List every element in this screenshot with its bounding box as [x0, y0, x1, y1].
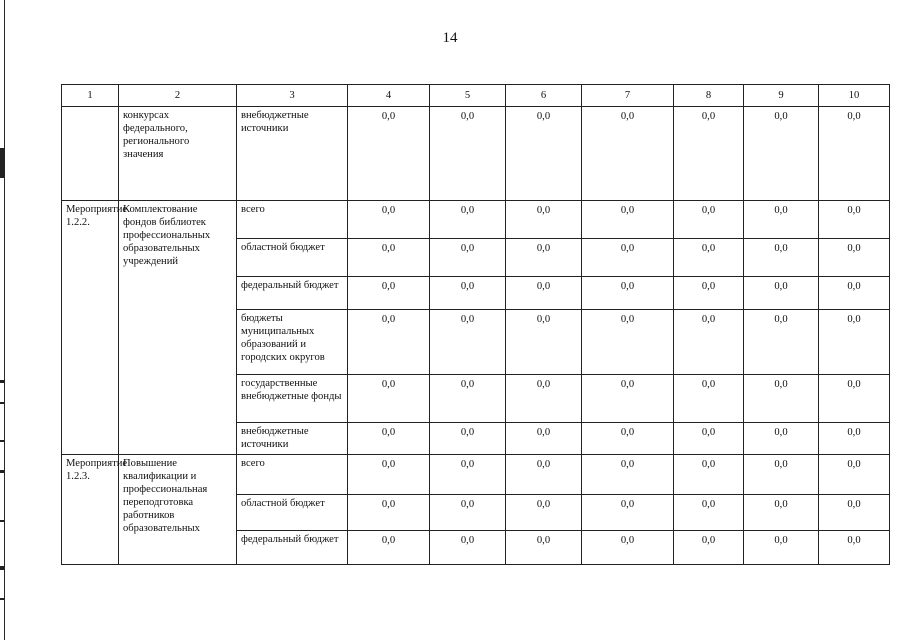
value-cell: 0,0: [348, 531, 430, 565]
value-cell: 0,0: [744, 423, 819, 455]
value-cell: 0,0: [674, 455, 744, 495]
funding-source: федеральный бюджет: [237, 531, 348, 565]
funding-source: областной бюджет: [237, 239, 348, 277]
value-cell: 0,0: [430, 531, 506, 565]
value-cell: 0,0: [430, 375, 506, 423]
value-cell: 0,0: [582, 277, 674, 310]
value-cell: 0,0: [348, 455, 430, 495]
scan-mark: [0, 440, 5, 442]
funding-source: государственные внебюджетные фонды: [237, 375, 348, 423]
value-cell: 0,0: [744, 375, 819, 423]
value-cell: 0,0: [348, 107, 430, 201]
activity-title: Комплектование фондов библиотек профессиональных образовательных учреждений: [119, 201, 237, 455]
value-cell: 0,0: [744, 455, 819, 495]
value-cell: 0,0: [348, 310, 430, 375]
value-cell: 0,0: [582, 423, 674, 455]
value-cell: 0,0: [582, 495, 674, 531]
value-cell: 0,0: [430, 423, 506, 455]
value-cell: 0,0: [819, 375, 890, 423]
funding-source: бюджеты муниципальных образований и городских округов: [237, 310, 348, 375]
value-cell: 0,0: [506, 107, 582, 201]
value-cell: 0,0: [348, 375, 430, 423]
value-cell: 0,0: [506, 310, 582, 375]
activity-code: Мероприятие 1.2.2.: [62, 201, 119, 455]
scan-mark: [0, 402, 5, 404]
value-cell: 0,0: [506, 277, 582, 310]
value-cell: 0,0: [674, 375, 744, 423]
value-cell: 0,0: [819, 531, 890, 565]
value-cell: 0,0: [744, 310, 819, 375]
value-cell: 0,0: [819, 455, 890, 495]
column-header: 6: [506, 85, 582, 107]
value-cell: 0,0: [430, 310, 506, 375]
column-header: 9: [744, 85, 819, 107]
value-cell: 0,0: [582, 455, 674, 495]
column-header: 2: [119, 85, 237, 107]
table-row: [62, 107, 890, 201]
activity-title: конкурсах федерального, регионального значения: [119, 107, 237, 201]
value-cell: 0,0: [819, 310, 890, 375]
column-header: 8: [674, 85, 744, 107]
value-cell: 0,0: [582, 310, 674, 375]
value-cell: 0,0: [430, 107, 506, 201]
value-cell: 0,0: [819, 423, 890, 455]
funding-source: всего: [237, 455, 348, 495]
value-cell: 0,0: [506, 531, 582, 565]
value-cell: 0,0: [348, 277, 430, 310]
value-cell: 0,0: [819, 239, 890, 277]
page-left-edge: [0, 0, 5, 640]
value-cell: 0,0: [674, 201, 744, 239]
scan-mark: [0, 470, 5, 473]
value-cell: 0,0: [506, 423, 582, 455]
value-cell: 0,0: [744, 277, 819, 310]
value-cell: 0,0: [348, 423, 430, 455]
value-cell: 0,0: [430, 239, 506, 277]
table-row: [62, 455, 890, 495]
column-header: 3: [237, 85, 348, 107]
value-cell: 0,0: [430, 455, 506, 495]
funding-source: областной бюджет: [237, 495, 348, 531]
value-cell: 0,0: [506, 239, 582, 277]
page-number: 14: [442, 30, 458, 46]
value-cell: 0,0: [430, 495, 506, 531]
activity-code: Мероприятие 1.2.3.: [62, 455, 119, 565]
value-cell: 0,0: [674, 107, 744, 201]
value-cell: 0,0: [819, 277, 890, 310]
column-header: 1: [62, 85, 119, 107]
value-cell: 0,0: [506, 495, 582, 531]
value-cell: 0,0: [348, 495, 430, 531]
table-row: [62, 201, 890, 239]
value-cell: 0,0: [744, 531, 819, 565]
value-cell: 0,0: [744, 107, 819, 201]
value-cell: 0,0: [744, 201, 819, 239]
value-cell: 0,0: [348, 201, 430, 239]
value-cell: 0,0: [674, 239, 744, 277]
funding-source: внебюджетные источники: [237, 423, 348, 455]
value-cell: 0,0: [582, 107, 674, 201]
value-cell: 0,0: [744, 495, 819, 531]
table-header-row: [62, 85, 890, 107]
value-cell: 0,0: [674, 495, 744, 531]
funding-source: федеральный бюджет: [237, 277, 348, 310]
funding-source: всего: [237, 201, 348, 239]
value-cell: 0,0: [674, 531, 744, 565]
value-cell: 0,0: [582, 531, 674, 565]
value-cell: 0,0: [819, 201, 890, 239]
budget-table: [61, 84, 890, 565]
value-cell: 0,0: [348, 239, 430, 277]
value-cell: 0,0: [819, 495, 890, 531]
value-cell: 0,0: [506, 201, 582, 239]
value-cell: 0,0: [674, 277, 744, 310]
value-cell: 0,0: [582, 375, 674, 423]
value-cell: 0,0: [582, 239, 674, 277]
value-cell: 0,0: [430, 277, 506, 310]
column-header: 10: [819, 85, 890, 107]
activity-title: Повышение квалификации и профессиональная переподготовка работников образовательных: [119, 455, 237, 565]
value-cell: 0,0: [506, 375, 582, 423]
scan-mark: [0, 520, 5, 522]
activity-code: [62, 107, 119, 201]
value-cell: 0,0: [674, 310, 744, 375]
value-cell: 0,0: [430, 201, 506, 239]
column-header: 5: [430, 85, 506, 107]
scan-mark: [0, 380, 5, 383]
column-header: 7: [582, 85, 674, 107]
value-cell: 0,0: [506, 455, 582, 495]
scan-mark: [0, 598, 5, 600]
value-cell: 0,0: [674, 423, 744, 455]
value-cell: 0,0: [582, 201, 674, 239]
value-cell: 0,0: [744, 239, 819, 277]
scan-mark: [0, 566, 5, 570]
column-header: 4: [348, 85, 430, 107]
funding-source: внебюджетные источники: [237, 107, 348, 201]
scan-mark: [0, 148, 5, 178]
value-cell: 0,0: [819, 107, 890, 201]
